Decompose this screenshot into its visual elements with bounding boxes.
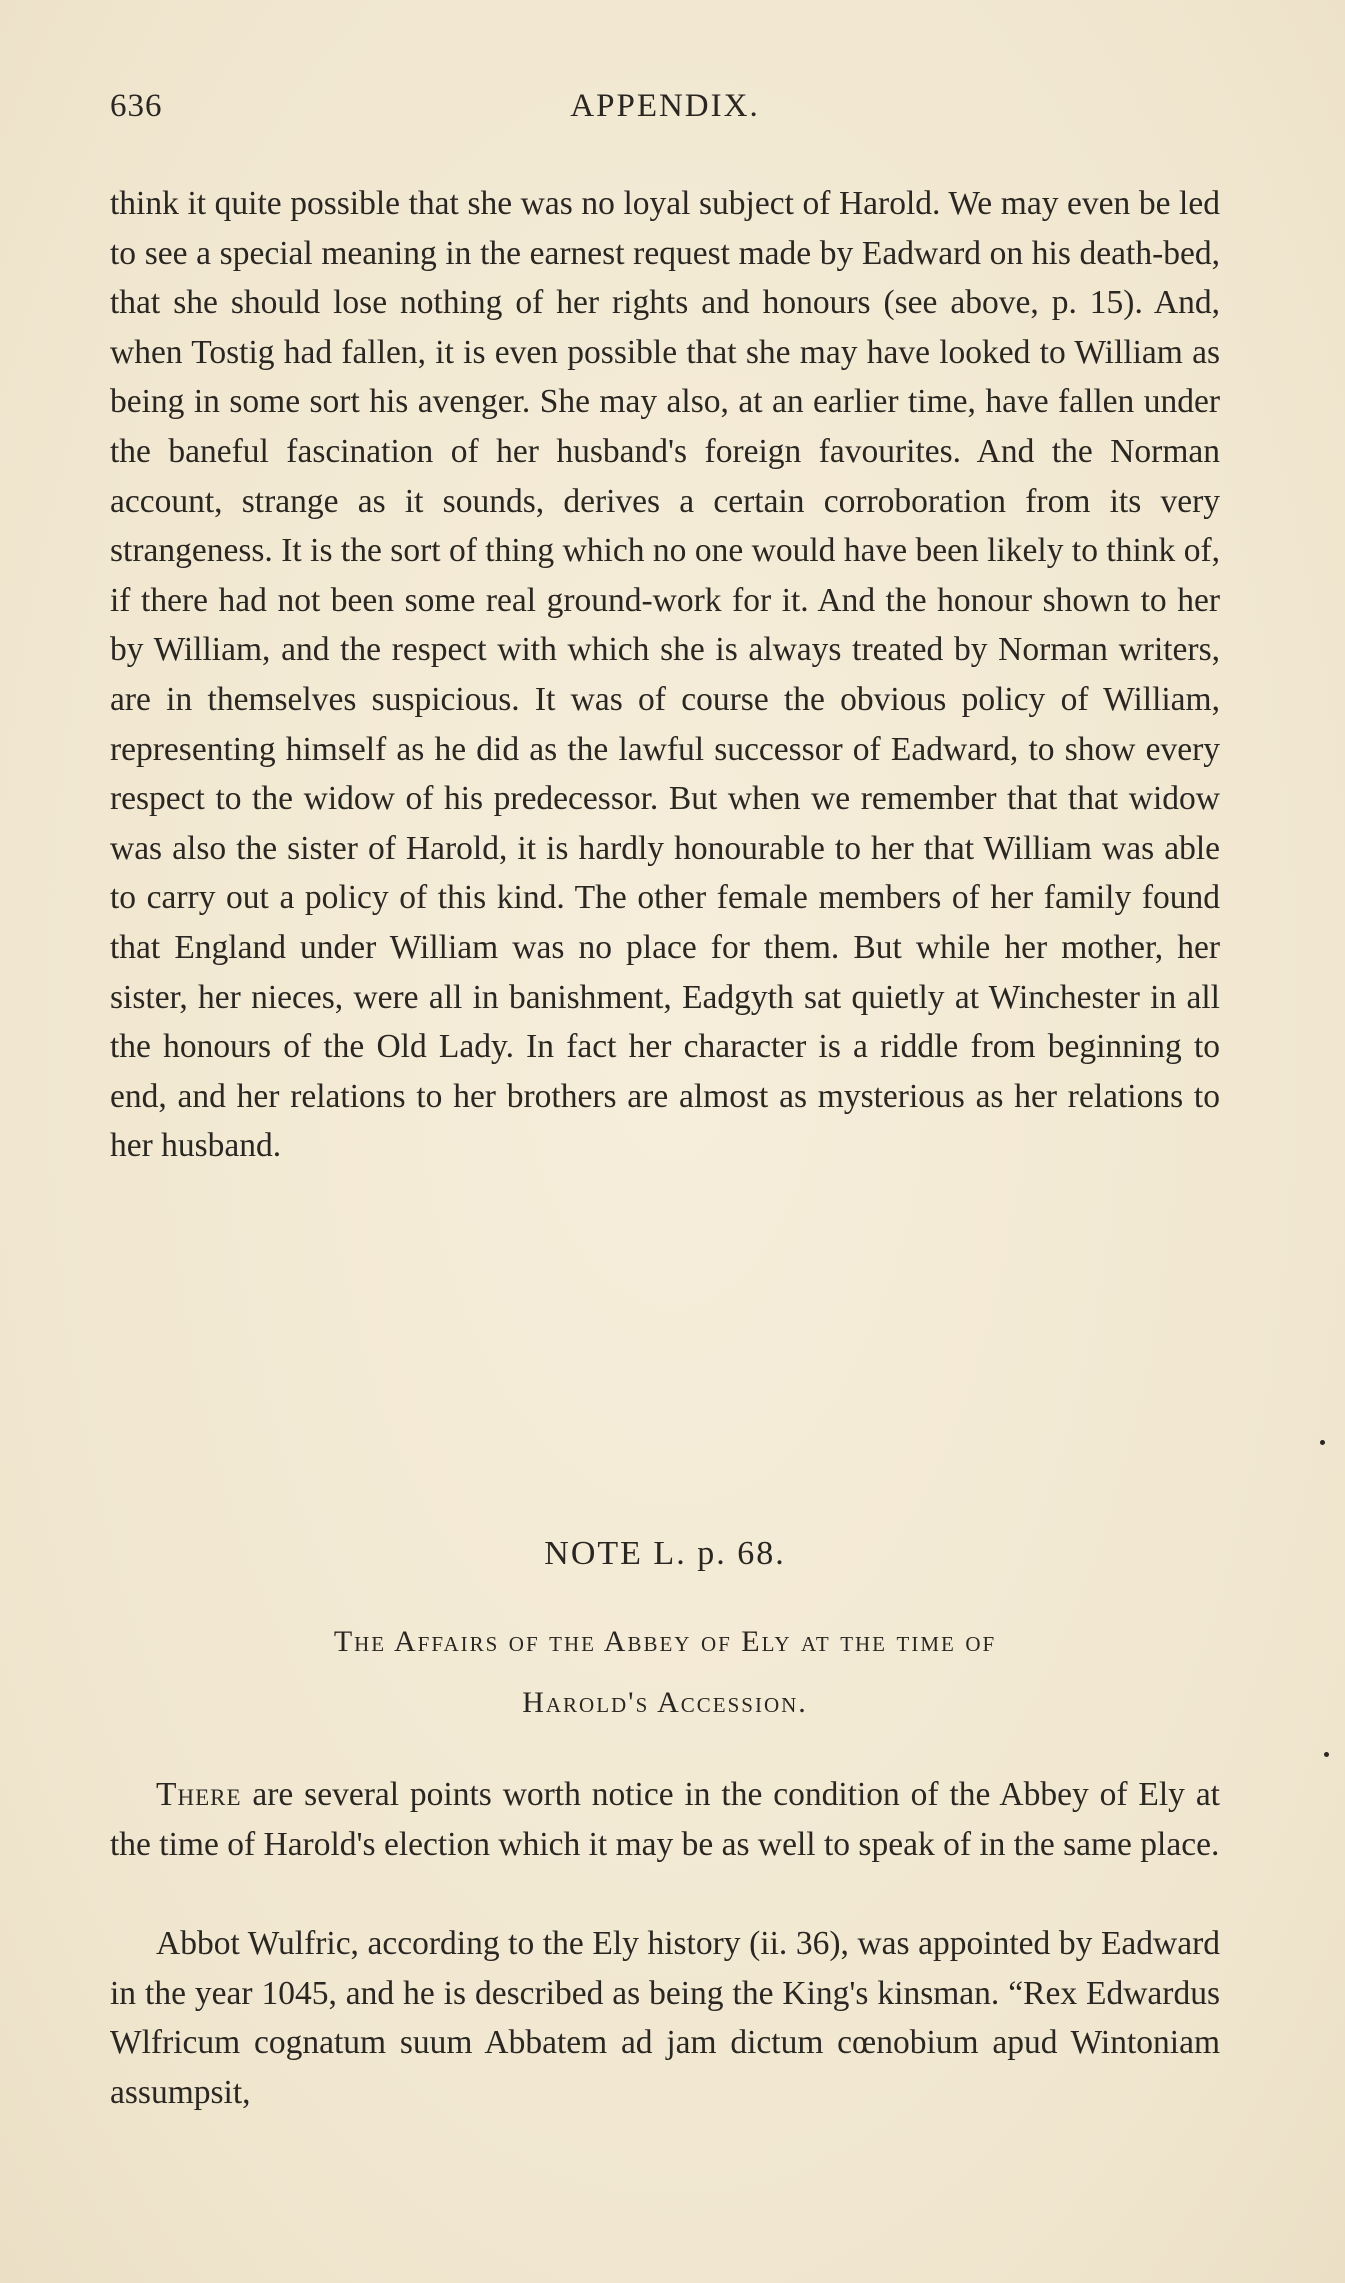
paragraph-opening-text: are several points worth notice in the condition of the Abbey of Ely at the time of Harold's election which it may be as well to speak of in the same place. bbox=[110, 1776, 1220, 1863]
paragraph-lead-word: There bbox=[156, 1776, 242, 1813]
print-speck bbox=[1324, 1752, 1329, 1757]
print-speck bbox=[1320, 1440, 1325, 1445]
note-subtitle-line-1: The Affairs of the Abbey of Ely at the time of bbox=[333, 1625, 997, 1658]
paragraph-abbot-wulfric: Abbot Wulfric, according to the Ely history (ii. 36), was appointed by Eadward in the year 1045, and he is described as being the King's kinsman. “Rex Edwardus Wlfricum cognatum suum Abbatem ad jam dictum cœnobium apud Wintoniam assumpsit, bbox=[110, 1925, 1220, 2111]
running-head: APPENDIX. bbox=[570, 88, 760, 124]
page-header bbox=[110, 88, 1220, 138]
paragraph-opening bbox=[110, 1770, 1220, 1869]
paragraph-continuation: think it quite possible that she was no loyal subject of Harold. We may even be led to see a special meaning in the earnest request made by Eadward on his death-bed, that she should lose nothing of her rights and honours (see above, p. 15). And, when Tostig had fallen, it is even possible that she may have looked to William as being in some sort his avenger. She may also, at an earlier time, have fallen under the baneful fascination of her husband's foreign favourites. And the Norman account, strange as it sounds, derives a certain corroboration from its very strangeness. It is the sort of thing which no one would have been likely to think of, if there had not been some real ground-work for it. And the honour shown to her by William, and the respect with which she is always treated by Norman writers, are in themselves suspicious. It was of course the obvious policy of William, representing himself as he did as the lawful successor of Eadward, to show every respect to the widow of his predecessor. But when we remember that that widow was also the sister of Harold, it is hardly honourable to her that William was able to carry out a policy of this kind. The other female members of her family found that England under William was no place for them. But while her mother, her sister, her nieces, were all in banishment, Eadgyth sat quietly at Winchester in all the honours of the Old Lady. In fact her character is a riddle from beginning to end, and her relations to her brothers are almost as mysterious as her relations to her husband. bbox=[110, 185, 1220, 1165]
note-heading: NOTE L. p. 68. bbox=[544, 1535, 786, 1572]
page-number: 636 bbox=[110, 88, 163, 124]
note-subtitle-line-2: Harold's Accession. bbox=[522, 1686, 808, 1719]
